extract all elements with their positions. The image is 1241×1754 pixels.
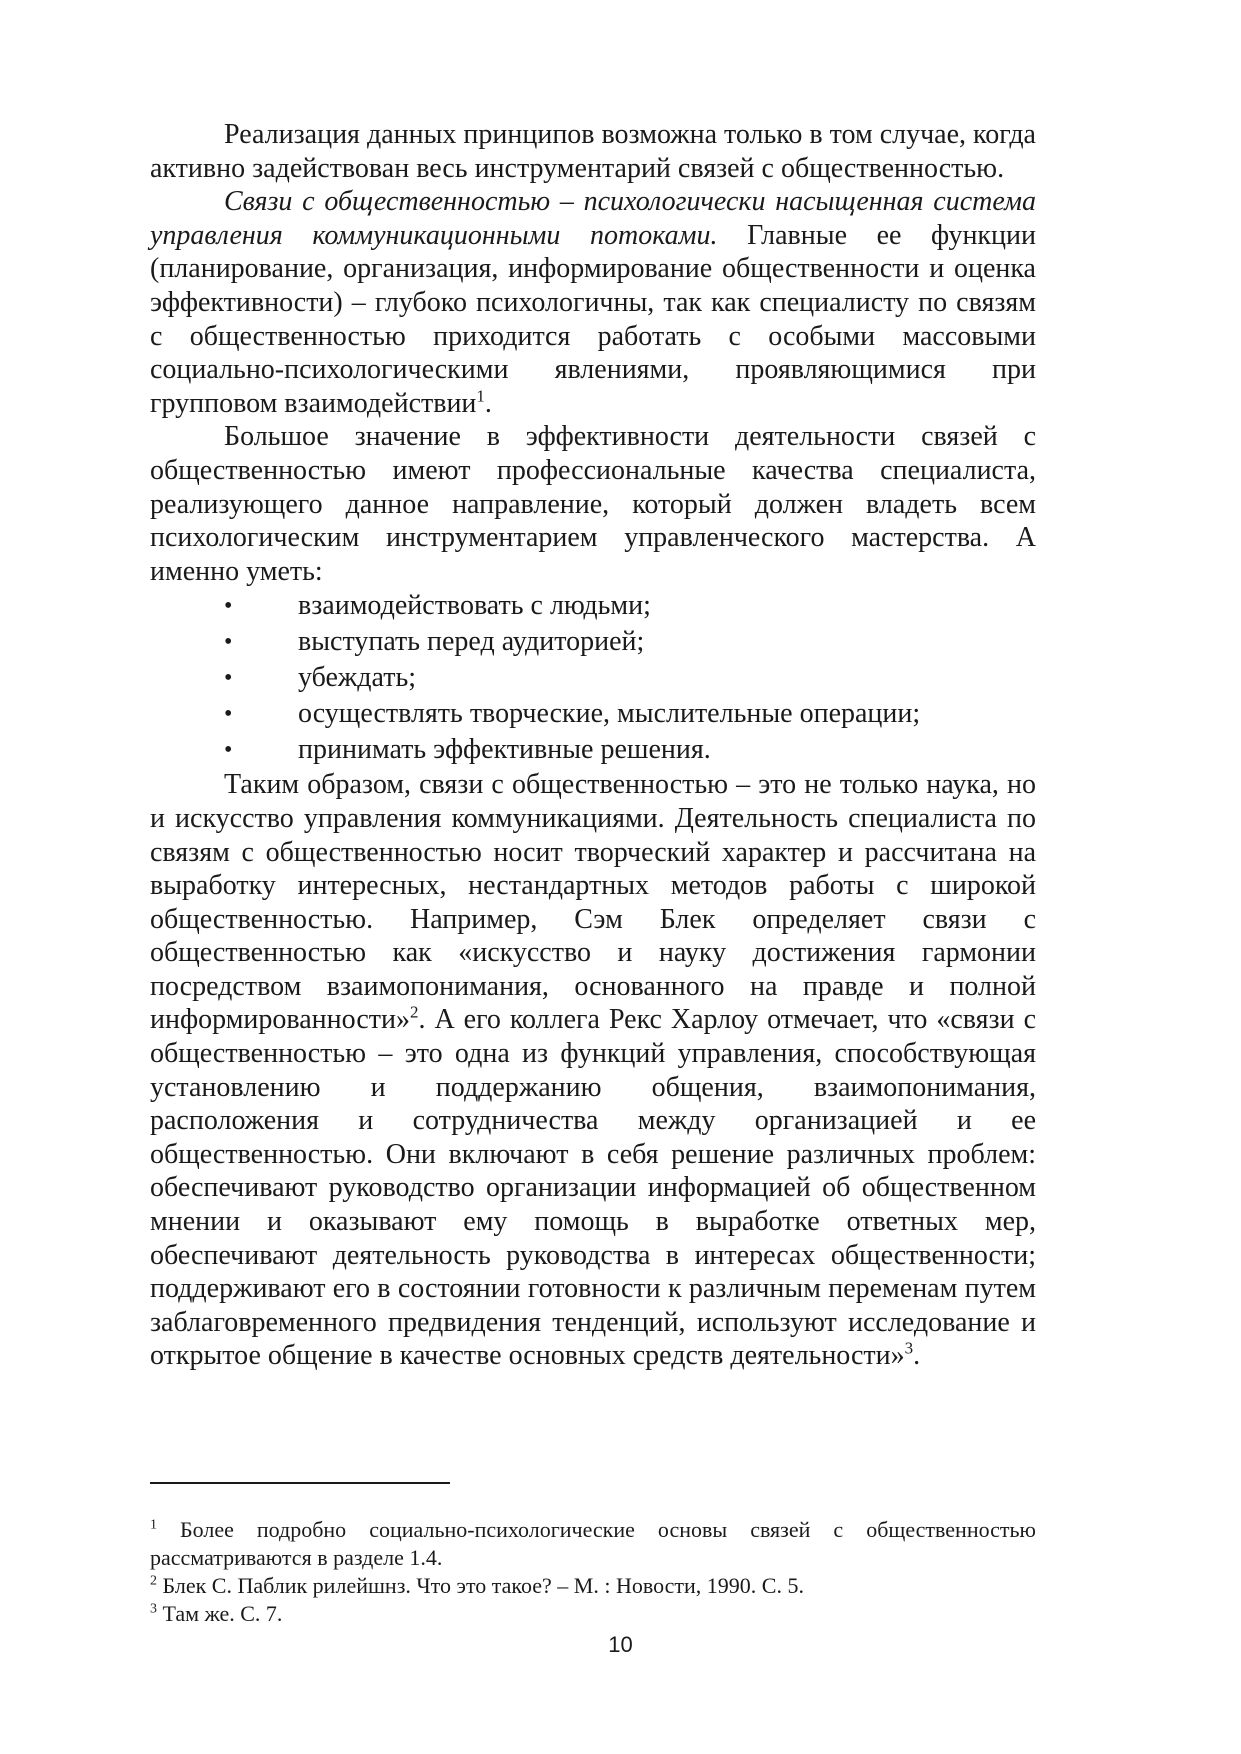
paragraph-4 xyxy=(150,768,1036,1373)
footnote-text: Блек С. Паблик рилейшнз. Что это такое? – М. : Новости, 1990. С. 5. xyxy=(157,1573,804,1598)
paragraph-3 xyxy=(150,420,1036,588)
list-item-text: убеждать; xyxy=(298,662,417,694)
list-item xyxy=(150,588,1036,624)
footnote-1 xyxy=(150,1516,1036,1572)
bullet-icon: • xyxy=(224,593,233,620)
paragraph-3-text: Большое значение в эффективности деятельности связей с общественностью имеют профессиональные качества специалиста, реализующего данное направление, который должен владеть всем психологическим инструментарием управленческого мастерства. А именно уметь: xyxy=(150,421,1036,587)
bullet-icon: • xyxy=(224,665,233,692)
paragraph-2 xyxy=(150,185,1036,420)
footnote-separator xyxy=(150,1482,450,1484)
list-item xyxy=(150,660,1036,696)
paragraph-4-end: . xyxy=(913,1340,921,1372)
footnote-2 xyxy=(150,1572,1036,1600)
footnote-number: 3 xyxy=(150,1601,157,1617)
page-body xyxy=(150,118,1036,1373)
footnote-ref-3[interactable]: 3 xyxy=(904,1339,914,1359)
footnote-text: Там же. С. 7. xyxy=(157,1601,283,1626)
paragraph-2-end: . xyxy=(484,387,492,419)
list-item xyxy=(150,696,1036,732)
paragraph-1-text: Реализация данных принципов возможна только в том случае, когда активно задействован весь инструментарий связей с общественностью. xyxy=(150,119,1036,184)
list-item xyxy=(150,624,1036,660)
footnote-number: 2 xyxy=(150,1573,157,1589)
footnote-number: 1 xyxy=(150,1517,157,1533)
page-number: 10 xyxy=(608,1632,633,1657)
bullet-icon: • xyxy=(224,701,233,728)
bullet-icon: • xyxy=(224,629,233,656)
footnote-text: Более подробно социально-психологические основы связей с общественностью рассматриваются в разделе 1.4. xyxy=(150,1517,1036,1570)
list-item xyxy=(150,732,1036,768)
footnote-3 xyxy=(150,1600,1036,1628)
footnote-ref-1[interactable]: 1 xyxy=(476,386,485,406)
paragraph-2-text: Главные ее функции (планирование, организация, информирование общественности и оценка эффективности) – глубоко психологичны, так как специалисту по связям с общественностью приходится работать с особыми массовыми социально-психологическими явлениями, проявляющимися при групповом взаимодействии xyxy=(150,219,1036,419)
list-item-text: принимать эффективные решения. xyxy=(298,734,711,766)
footnote-ref-2[interactable]: 2 xyxy=(409,1003,419,1023)
bullet-icon: • xyxy=(224,737,233,764)
list-item-text: взаимодействовать с людьми; xyxy=(298,590,651,622)
list-item-text: осуществлять творческие, мыслительные операции; xyxy=(298,698,921,730)
paragraph-1 xyxy=(150,118,1036,185)
list-item-text: выступать перед аудиторией; xyxy=(298,626,645,658)
skills-list xyxy=(150,588,1036,768)
footnotes xyxy=(150,1516,1036,1628)
paragraph-4-text-a: Таким образом, связи с общественностью – это не только наука, но и искусство управления коммуникациями. Деятельность специалиста по связям с общественностью носит творческий характер и рассчитана на выработку интересных, нестандартных методов работы с широкой общественностью. Например, Сэм Блек определяет связи с общественностью как «искусство и науку достижения гармонии посредством взаимопонимания, основанного на правде и полной информированности» xyxy=(150,769,1036,1036)
paragraph-2-italic: Связи с общественностью – психологически насыщенная система управления коммуникационными потоками. xyxy=(150,186,1036,251)
paragraph-4-text-b: . А его коллега Рекс Харлоу отмечает, что «связи с общественностью – это одна из функций управления, способствующая установлению и поддержанию общения, взаимопонимания, расположения и сотрудничества между организацией и ее общественностью. Они включают в себя решение различных проблем: обеспечивают руководство организации информацией об общественном мнении и оказывают ему помощь в выработке ответных мер, обеспечивают деятельность руководства в интересах общественности; поддерживают его в состоянии готовности к различным переменам путем заблаговременного предвидения тенденций, используют исследование и открытое общение в качестве основных средств деятельности» xyxy=(150,1004,1036,1372)
